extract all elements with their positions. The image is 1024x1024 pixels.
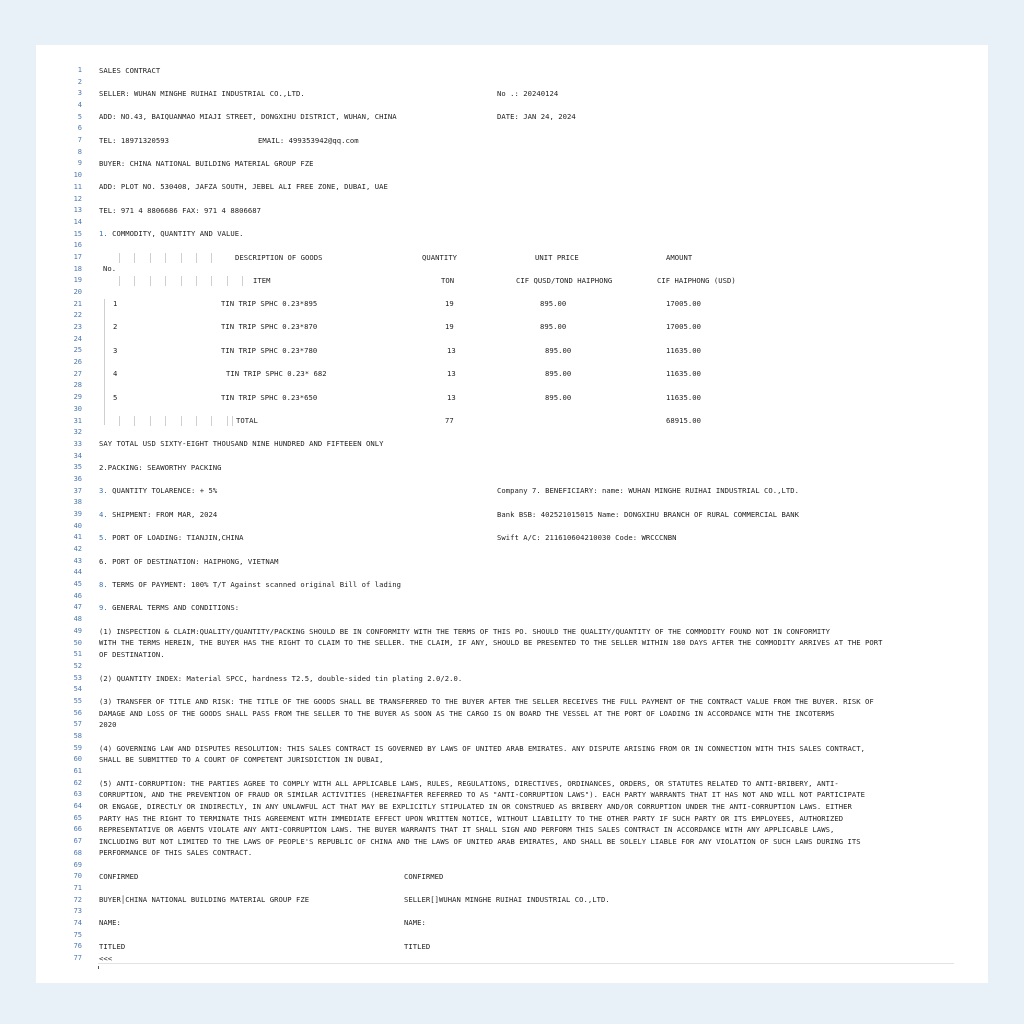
line-number: 42 bbox=[73, 545, 82, 554]
line-number: 68 bbox=[73, 848, 82, 857]
table-guide bbox=[227, 416, 228, 426]
line-number: 74 bbox=[73, 918, 82, 927]
section-number: 5. bbox=[99, 533, 108, 542]
table-guide bbox=[119, 416, 120, 426]
line-number: 32 bbox=[73, 428, 82, 437]
general-terms-heading bbox=[99, 603, 239, 612]
line-number: 16 bbox=[73, 241, 82, 250]
row-1-no: 1 bbox=[113, 299, 118, 308]
line-number: 44 bbox=[73, 568, 82, 577]
row-1-qty: 19 bbox=[445, 299, 454, 308]
quantity-index-line: (2) QUANTITY INDEX: Material SPCC, hardness T2.5, double-sided tin plating 2.0/2.0. bbox=[99, 674, 463, 683]
inspection-line-3: OF DESTINATION. bbox=[99, 650, 165, 659]
line-number: 2 bbox=[77, 77, 82, 86]
line-number: 54 bbox=[73, 685, 82, 694]
page-end-divider bbox=[98, 963, 954, 964]
anti-corruption-line-3: OR ENGAGE, DIRECTLY OR INDIRECTLY, IN ANY UNLAWFUL ACT THAT MAY BE EXPLICITLY STIPULATED IN OR CONSTRUED AS BRIBERY AND/OR CORRUPTION UNDER THE ANTI-CORRUPTION LAWS. EITHER bbox=[99, 802, 852, 811]
shipment-text: SHIPMENT: FROM MAR, 2024 bbox=[112, 510, 218, 519]
buyer-name: NAME: bbox=[99, 918, 121, 927]
anti-corruption-line-7: PERFORMANCE OF THIS SALES CONTRACT. bbox=[99, 848, 253, 857]
row-1-item: TIN TRIP SPHC 0.23*895 bbox=[221, 299, 318, 308]
table-guide bbox=[227, 276, 228, 286]
table-guide bbox=[181, 416, 182, 426]
line-number: 39 bbox=[73, 510, 82, 518]
table-guide bbox=[232, 416, 233, 426]
row-3-no: 3 bbox=[113, 346, 118, 355]
payment-text: TERMS OF PAYMENT: 100% T/T Against scanned original Bill of lading bbox=[112, 580, 402, 589]
line-number: 50 bbox=[73, 638, 82, 647]
section-number: 9. bbox=[99, 603, 108, 612]
beneficiary-line: Company 7. BENEFICIARY: name: WUHAN MINGHE RUIHAI INDUSTRIAL CO.,LTD. bbox=[497, 486, 800, 495]
col-header-no: No. bbox=[103, 264, 117, 273]
total-amount: 68915.00 bbox=[666, 416, 702, 425]
governing-line-2: SHALL BE SUBMITTED TO A COURT OF COMPETENT JURISDICTION IN DUBAI, bbox=[99, 755, 384, 764]
contract-date: DATE: JAN 24, 2024 bbox=[497, 112, 576, 121]
last-line-marker: <<< bbox=[99, 954, 113, 963]
line-number: 14 bbox=[73, 217, 82, 226]
row-2-no: 2 bbox=[113, 322, 118, 331]
line-number: 60 bbox=[73, 755, 82, 764]
line-number: 63 bbox=[73, 790, 82, 799]
seller-signature-line: SELLER[]WUHAN MINGHE RUIHAI INDUSTRIAL CO.,LTD. bbox=[404, 895, 610, 904]
swift-line: Swift A/C: 211610604210030 Code: WRCCCNBN bbox=[497, 533, 677, 542]
general-terms-text: GENERAL TERMS AND CONDITIONS: bbox=[112, 603, 240, 612]
col-subheader-item: ITEM bbox=[253, 276, 271, 285]
line-number: 33 bbox=[73, 439, 82, 448]
line-number: 57 bbox=[73, 720, 82, 729]
line-number: 70 bbox=[73, 872, 82, 881]
say-total: SAY TOTAL USD SIXTY-EIGHT THOUSAND NINE HUNDRED AND FIFTEEEN ONLY bbox=[99, 439, 384, 448]
section-number: 4. bbox=[99, 510, 108, 519]
total-qty: 77 bbox=[445, 416, 454, 425]
payment-line bbox=[99, 580, 401, 589]
col-header-description: DESCRIPTION OF GOODS bbox=[235, 253, 323, 262]
line-number: 21 bbox=[73, 299, 82, 308]
line-number: 29 bbox=[73, 393, 82, 402]
row-3-price: 895.00 bbox=[545, 346, 572, 355]
section-1-heading bbox=[99, 229, 243, 238]
col-subheader-cif-amount: CIF HAIPHONG (USD) bbox=[657, 276, 736, 285]
line-number: 12 bbox=[73, 194, 82, 203]
line-number: 37 bbox=[73, 486, 82, 495]
line-number: 13 bbox=[73, 206, 82, 215]
line-number: 76 bbox=[73, 942, 82, 951]
table-guide bbox=[211, 276, 212, 286]
line-number: 41 bbox=[73, 533, 82, 542]
row-3-item: TIN TRIP SPHC 0.23*780 bbox=[221, 346, 318, 355]
anti-corruption-line-1: (5) ANTI-CORRUPTION: THE PARTIES AGREE TO COMPLY WITH ALL APPLICABLE LAWS, RULES, REGULATIONS, DIRECTIVES, ORDINANCES, ORDERS, OR STATUTES RELATED TO ANTI-BRIBERY, ANTI- bbox=[99, 779, 839, 788]
anti-corruption-line-5: REPRESENTATIVE OR AGENTS VIOLATE ANY ANTI-CORRUPTION LAWS. THE BUYER WARRANTS THAT IT SHALL SIGN AND PERFORM THIS SALES CONTRACT IN ACCORDANCE WITH ANY APPLICABLE LAWS, bbox=[99, 825, 835, 834]
line-number: 24 bbox=[73, 334, 82, 343]
line-number: 69 bbox=[73, 860, 82, 869]
table-guide bbox=[119, 276, 120, 286]
line-number: 10 bbox=[73, 171, 82, 180]
section-number: 1. bbox=[99, 229, 108, 238]
port-destination-line: 6. PORT OF DESTINATION: HAIPHONG, VIETNAM bbox=[99, 557, 279, 566]
line-number: 18 bbox=[73, 264, 82, 273]
line-number: 35 bbox=[73, 463, 82, 472]
line-number: 64 bbox=[73, 802, 82, 811]
col-subheader-ton: TON bbox=[441, 276, 455, 285]
table-guide bbox=[150, 416, 151, 426]
line-number: 61 bbox=[73, 767, 82, 776]
line-number: 58 bbox=[73, 732, 82, 740]
line-number: 17 bbox=[73, 252, 82, 261]
governing-line-1: (4) GOVERNING LAW AND DISPUTES RESOLUTION: THIS SALES CONTRACT IS GOVERNED BY LAWS OF UNITED ARAB EMIRATES. ANY DISPUTE ARISING FROM OR IN CONNECTION WITH THIS SALES CONTRACT, bbox=[99, 744, 866, 753]
bank-line: Bank BSB: 402521015015 Name: DONGXIHU BRANCH OF RURAL COMMERCIAL BANK bbox=[497, 510, 800, 519]
line-number: 45 bbox=[73, 580, 82, 589]
row-5-amount: 11635.00 bbox=[666, 393, 702, 402]
line-number: 52 bbox=[73, 661, 82, 670]
table-guide bbox=[165, 253, 166, 263]
line-number: 56 bbox=[73, 708, 82, 717]
line-number: 23 bbox=[73, 323, 82, 332]
table-guide bbox=[119, 253, 120, 263]
line-number: 67 bbox=[73, 837, 82, 846]
seller-address: ADD: NO.43, BAIQUANMAO MIAJI STREET, DONGXIHU DISTRICT, WUHAN, CHINA bbox=[99, 112, 397, 121]
row-1-amount: 17005.00 bbox=[666, 299, 702, 308]
line-number: 62 bbox=[73, 778, 82, 787]
seller-titled: TITLED bbox=[404, 942, 431, 951]
line-number: 7 bbox=[77, 136, 82, 145]
line-number: 1 bbox=[77, 66, 82, 74]
row-4-item: TIN TRIP SPHC 0.23* 682 bbox=[226, 369, 327, 378]
port-loading-line bbox=[99, 533, 243, 542]
col-subheader-cif-price: CIF QUSD/TOND HAIPHONG bbox=[516, 276, 613, 285]
row-2-price: 895.00 bbox=[540, 322, 567, 331]
packing-line: 2.PACKING: SEAWORTHY PACKING bbox=[99, 463, 222, 472]
line-number: 22 bbox=[73, 311, 82, 320]
line-number: 4 bbox=[77, 101, 82, 110]
buyer-address: ADD: PLOT NO. 530408, JAFZA SOUTH, JEBEL ALI FREE ZONE, DUBAI, UAE bbox=[99, 182, 388, 191]
anti-corruption-line-2: CORRUPTION, AND THE PREVENTION OF FRAUD OR SIMILAR ACTIVITIES (HEREINAFTER REFERRED TO AS "ANTI-CORRUPTION LAWS"). EACH PARTY WARRANTS THAT IT HAS NOT AND WILL NOT PARTICIPATE bbox=[99, 790, 866, 799]
row-5-qty: 13 bbox=[447, 393, 456, 402]
row-2-amount: 17005.00 bbox=[666, 322, 702, 331]
buyer-titled: TITLED bbox=[99, 942, 126, 951]
line-number: 75 bbox=[73, 930, 82, 939]
table-guide bbox=[134, 276, 135, 286]
shipment-line bbox=[99, 510, 217, 519]
line-number: 71 bbox=[73, 883, 82, 892]
line-number: 6 bbox=[77, 124, 82, 133]
line-number: 3 bbox=[77, 89, 82, 98]
table-guide bbox=[196, 416, 197, 426]
row-3-amount: 11635.00 bbox=[666, 346, 702, 355]
line-number: 9 bbox=[77, 159, 82, 168]
seller-name: NAME: bbox=[404, 918, 426, 927]
table-guide bbox=[181, 276, 182, 286]
table-guide bbox=[134, 253, 135, 263]
line-number: 5 bbox=[77, 112, 82, 121]
line-number: 11 bbox=[73, 182, 82, 191]
line-number: 55 bbox=[73, 696, 82, 705]
buyer-confirmed: CONFIRMED bbox=[99, 872, 139, 881]
section-number: 3. bbox=[99, 486, 108, 495]
line-number: 47 bbox=[73, 603, 82, 612]
anti-corruption-line-6: INCLUDING BUT NOT LIMITED TO THE LAWS OF PEOPLE'S REPUBLIC OF CHINA AND THE LAWS OF UNITED ARAB EMIRATES, AND SHALL BE SOLELY LIABLE FOR ANY VIOLATION OF SUCH LAWS DURING ITS bbox=[99, 837, 861, 846]
line-number: 36 bbox=[73, 474, 82, 483]
transfer-line-1: (3) TRANSFER OF TITLE AND RISK: THE TITLE OF THE GOODS SHALL BE TRANSFERRED TO THE BUYER AFTER THE SELLER RECEIVES THE FULL PAYMENT OF THE CONTRACT VALUE FROM THE BUYER. RISK OF bbox=[99, 697, 874, 706]
text-cursor bbox=[98, 966, 99, 969]
table-guide bbox=[165, 276, 166, 286]
table-guide bbox=[196, 253, 197, 263]
seller-line: SELLER: WUHAN MINGHE RUIHAI INDUSTRIAL CO.,LTD. bbox=[99, 89, 305, 98]
line-number: 48 bbox=[73, 615, 82, 624]
table-guide bbox=[242, 276, 243, 286]
col-header-quantity: QUANTITY bbox=[422, 253, 458, 262]
section-number: 8. bbox=[99, 580, 108, 589]
table-guide bbox=[211, 416, 212, 426]
line-number: 38 bbox=[73, 498, 82, 507]
row-4-qty: 13 bbox=[447, 369, 456, 378]
contract-number: No .: 20240124 bbox=[497, 89, 559, 98]
tolerance-line bbox=[99, 486, 217, 495]
table-guide bbox=[211, 253, 212, 263]
line-number: 15 bbox=[73, 229, 82, 238]
table-guide bbox=[181, 253, 182, 263]
seller-confirmed: CONFIRMED bbox=[404, 872, 444, 881]
table-guide bbox=[150, 276, 151, 286]
line-number: 25 bbox=[73, 346, 82, 355]
line-number: 20 bbox=[73, 288, 82, 296]
transfer-line-2: DAMAGE AND LOSS OF THE GOODS SHALL PASS FROM THE SELLER TO THE BUYER AS SOON AS THE CARGO IS ON BOARD THE VESSEL AT THE PORT OF LOADING IN ACCORDANCE WITH THE INCOTERMS bbox=[99, 709, 835, 718]
col-header-amount: AMOUNT bbox=[666, 253, 693, 262]
line-number: 40 bbox=[73, 521, 82, 530]
line-number: 49 bbox=[73, 626, 82, 635]
buyer-tel-fax: TEL: 971 4 8806686 FAX: 971 4 8806687 bbox=[99, 206, 261, 215]
row-4-price: 895.00 bbox=[545, 369, 572, 378]
total-label: TOTAL bbox=[236, 416, 258, 425]
row-2-qty: 19 bbox=[445, 322, 454, 331]
row-1-price: 895.00 bbox=[540, 299, 567, 308]
line-number: 73 bbox=[73, 907, 82, 916]
table-guide bbox=[134, 416, 135, 426]
line-number: 19 bbox=[73, 276, 82, 285]
row-3-qty: 13 bbox=[447, 346, 456, 355]
col-header-unit-price: UNIT PRICE bbox=[535, 253, 579, 262]
transfer-line-3: 2020 bbox=[99, 720, 117, 729]
line-number: 46 bbox=[73, 591, 82, 600]
document-title: SALES CONTRACT bbox=[99, 66, 161, 75]
line-number: 59 bbox=[73, 743, 82, 752]
line-number: 8 bbox=[77, 147, 82, 156]
line-number: 34 bbox=[73, 451, 82, 460]
row-5-price: 895.00 bbox=[545, 393, 572, 402]
line-number: 51 bbox=[73, 650, 82, 659]
anti-corruption-line-4: PARTY HAS THE RIGHT TO TERMINATE THIS AGREEMENT WITH IMMEDIATE EFFECT UPON WRITTEN NOTICE, WITHOUT LIABILITY TO THE OTHER PARTY IF SUCH PARTY OR ITS EMPLOYEES, AUTHORIZED bbox=[99, 814, 844, 823]
port-loading-text: PORT OF LOADING: TIANJIN,CHINA bbox=[112, 533, 244, 542]
line-number: 26 bbox=[73, 358, 82, 367]
row-5-item: TIN TRIP SPHC 0.23*650 bbox=[221, 393, 318, 402]
line-number: 30 bbox=[73, 404, 82, 413]
line-number: 43 bbox=[73, 556, 82, 565]
line-number: 31 bbox=[73, 416, 82, 425]
table-guide bbox=[150, 253, 151, 263]
line-number: 28 bbox=[73, 381, 82, 390]
line-number: 27 bbox=[73, 369, 82, 378]
line-number: 77 bbox=[73, 954, 82, 962]
seller-email: EMAIL: 499353942@qq.com bbox=[258, 136, 359, 145]
line-number: 65 bbox=[73, 813, 82, 822]
inspection-line-1: (1) INSPECTION & CLAIM:QUALITY/QUANTITY/PACKING SHOULD BE IN CONFORMITY WITH THE TERMS OF THIS PO. SHOULD THE QUALITY/QUANTITY OF THE COMMODITY FOUND NOT IN CONFORMITY bbox=[99, 627, 830, 636]
row-2-item: TIN TRIP SPHC 0.23*870 bbox=[221, 322, 318, 331]
row-4-amount: 11635.00 bbox=[666, 369, 702, 378]
table-guide bbox=[104, 299, 105, 425]
table-guide bbox=[165, 416, 166, 426]
line-number: 72 bbox=[73, 895, 82, 904]
buyer-signature-line: BUYER│CHINA NATIONAL BUILDING MATERIAL GROUP FZE bbox=[99, 895, 310, 904]
row-4-no: 4 bbox=[113, 369, 118, 378]
buyer-line: BUYER: CHINA NATIONAL BUILDING MATERIAL GROUP FZE bbox=[99, 159, 314, 168]
section-title: COMMODITY, QUANTITY AND VALUE. bbox=[112, 229, 244, 238]
line-number: 66 bbox=[73, 825, 82, 834]
table-guide bbox=[196, 276, 197, 286]
tolerance-text: QUANTITY TOLARENCE: + 5% bbox=[112, 486, 218, 495]
seller-tel: TEL: 18971320593 bbox=[99, 136, 170, 145]
inspection-line-2: WITH THE TERMS HEREIN, THE BUYER HAS THE RIGHT TO CLAIM TO THE SELLER. THE CLAIM, IF ANY, SHOULD BE PRESENTED TO THE SELLER WITHIN 180 DAYS AFTER THE COMMODITY ARRIVES AT THE PORT bbox=[99, 638, 883, 647]
row-5-no: 5 bbox=[113, 393, 118, 402]
line-number: 53 bbox=[73, 673, 82, 682]
